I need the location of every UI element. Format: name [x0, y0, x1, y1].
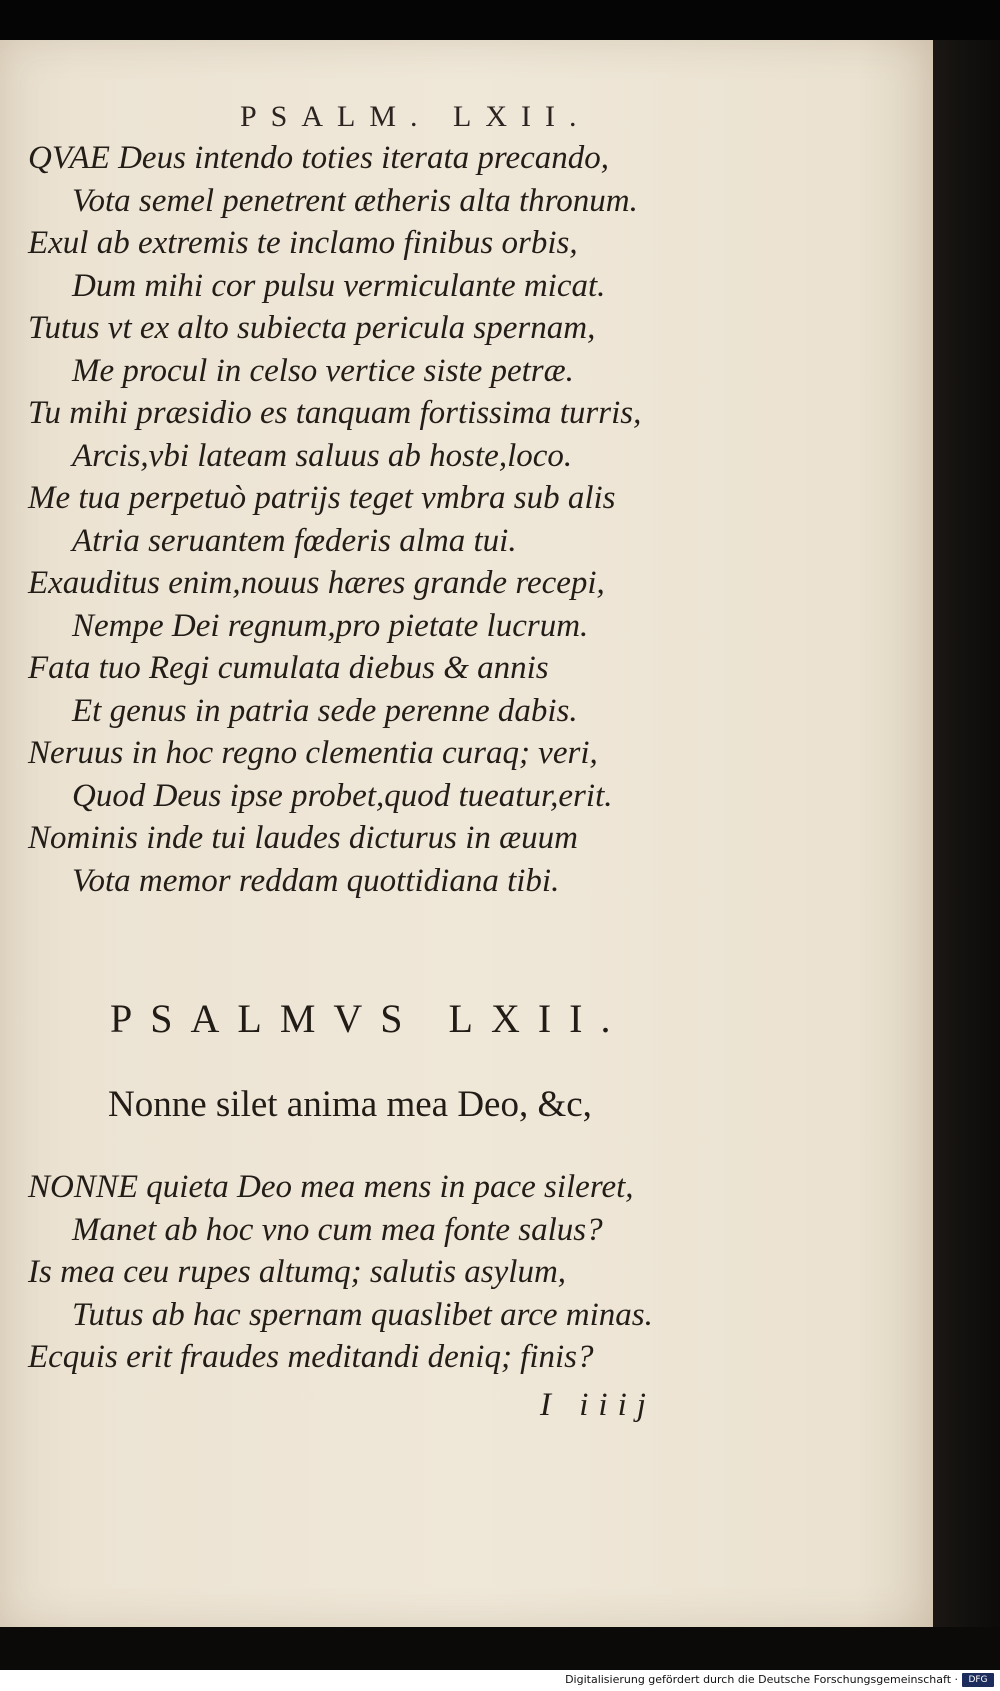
verse-line: Atria seruantem fœderis alma tui. — [72, 522, 517, 559]
verse-line: Vota semel penetrent ætheris alta thronum. — [72, 182, 638, 219]
psalm-heading: PSALMVS LXII. — [110, 996, 629, 1041]
running-head: PSALM. LXII. — [240, 100, 591, 133]
dfg-logo-icon: DFG — [962, 1673, 994, 1687]
verse-line: Exul ab extremis te inclamo finibus orbis, — [28, 225, 578, 261]
verse-line: Ecquis erit fraudes meditandi deniq; finis? — [28, 1339, 594, 1375]
verse-line: Me tua perpetuò patrijs teget vmbra sub alis — [28, 480, 616, 516]
scan-top-edge — [0, 0, 1000, 40]
verse-line: Neruus in hoc regno clementia curaq; veri, — [28, 735, 598, 771]
verse-line: Vota memor reddam quottidiana tibi. — [72, 862, 560, 899]
verse-line: QVAE Deus intendo toties iterata precando, — [28, 140, 610, 176]
verse-line: Is mea ceu rupes altumq; salutis asylum, — [28, 1254, 567, 1290]
verse-line: Nominis inde tui laudes dicturus in æuum — [28, 820, 579, 856]
verse-line: Fata tuo Regi cumulata diebus & annis — [28, 650, 549, 686]
verse-line: Arcis,vbi lateam saluus ab hoste,loco. — [72, 437, 573, 474]
digitization-credit: Digitalisierung gefördert durch die Deutsche Forschungsgemeinschaft · — [565, 1673, 958, 1686]
verse-line: Tutus vt ex alto subiecta pericula spernam, — [28, 310, 596, 346]
verse-line: NONNE quieta Deo mea mens in pace sileret, — [28, 1169, 634, 1205]
psalm-incipit: Nonne silet anima mea Deo, &c, — [108, 1084, 592, 1125]
verse-line: Tutus ab hac spernam quaslibet arce minas. — [72, 1296, 653, 1333]
verse-line: Me procul in celso vertice siste petræ. — [72, 352, 574, 389]
verse-line: Manet ab hoc vno cum mea fonte salus? — [72, 1211, 603, 1248]
book-spine-shadow — [933, 40, 1000, 1627]
verse-line: Nempe Dei regnum,pro pietate lucrum. — [72, 607, 589, 644]
verse-line: Tu mihi præsidio es tanquam fortissima turris, — [28, 395, 642, 431]
verse-line: Et genus in patria sede perenne dabis. — [72, 692, 578, 729]
signature-mark: I iiij — [540, 1387, 656, 1423]
verse-line: Dum mihi cor pulsu vermiculante micat. — [72, 267, 606, 304]
verse-line: Exauditus enim,nouus hæres grande recepi, — [28, 565, 605, 601]
verse-block-bottom — [28, 1166, 728, 1379]
verse-line: Quod Deus ipse probet,quod tueatur,erit. — [72, 777, 613, 814]
verse-block-top — [28, 137, 728, 902]
